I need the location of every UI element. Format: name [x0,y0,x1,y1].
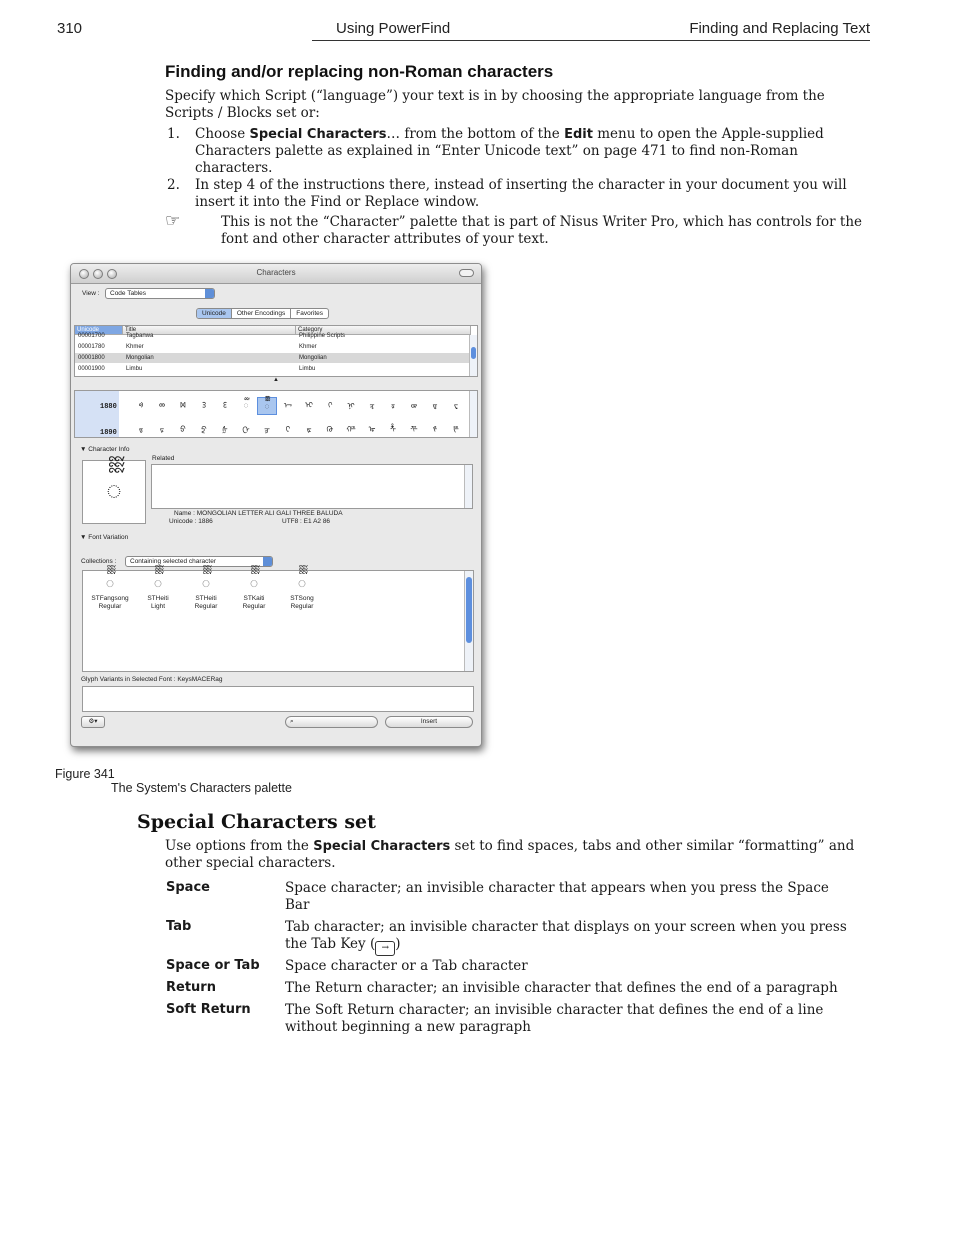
grid-character-cell[interactable]: ᢍ [410,401,418,410]
page-number: 310 [57,20,83,37]
table-row[interactable]: 00001900 Limbu Limbu [78,366,316,372]
grid-character-cell[interactable]: ᢏ [453,401,459,410]
character-info-label: Character Info [88,446,130,453]
def-space-or-tab: Space character or a Tab character [285,958,528,974]
grid-row-label-2: 1890 [100,429,117,437]
search-field[interactable] [285,716,378,728]
figure-number: Figure 341 [55,767,115,781]
collections-select[interactable] [125,556,273,567]
grid-character-cell[interactable]: ᢛ [368,425,376,434]
grid-character-cell[interactable]: ᢁ [158,401,166,410]
font-variation-label: Font Variation [88,534,129,541]
section2-intro-line-1: Use options from the Special Characters set to find spaces, tabs and other similar “formatting” and [165,838,855,854]
font-variant-item[interactable] [133,575,183,611]
step-1-line-3: characters. [195,160,273,176]
related-scrollbar[interactable] [464,465,472,508]
font-style: Light [150,603,166,610]
intro-line-1: Specify which Script (“language”) your text is in by choosing the appropriate language from the [165,88,825,104]
header-chapter: Using PowerFind [336,20,451,37]
tab-group [196,308,329,319]
grid-character-cell[interactable]: ᢅ [243,401,249,410]
character-grid [74,390,478,438]
font-style: Regular [290,603,314,610]
select-arrows-icon [205,289,214,298]
splitter-handle-icon[interactable]: ▲ [273,377,279,383]
step-2-number: 2. [167,177,180,193]
font-style: Regular [242,603,266,610]
collections-value: Containing selected character [130,558,216,565]
note-line-1: This is not the “Character” palette that is part of Nisus Writer Pro, which has controls for the [221,214,863,230]
step-1-line-2: Characters palette as explained in “Enter Unicode text” on page 471 to find non-Roman [195,143,798,159]
grid-character-cell[interactable]: ᢔ [222,425,228,434]
font-glyph-sample: ᢆ [153,576,163,592]
section-heading-non-roman: Finding and/or replacing non-Roman characters [165,62,554,81]
special-characters-set-term: Special Characters [313,839,451,854]
font-list-box [82,570,474,672]
grid-character-cell[interactable]: ᢀ [138,401,144,410]
font-variant-item[interactable] [229,575,279,611]
grid-character-cell[interactable]: ᢖ [264,425,270,434]
column-category[interactable]: Category [296,326,471,335]
column-title[interactable]: Title [123,326,296,335]
insert-button[interactable]: Insert [385,716,473,728]
tab-other-encodings[interactable]: Other Encodings [232,309,291,318]
palette-title: Characters [256,268,296,277]
font-variant-item[interactable] [181,575,231,611]
font-style: Regular [98,603,122,610]
font-glyph-sample: ᢆ [105,576,115,592]
term-return: Return [166,980,216,995]
scroll-knob[interactable] [471,347,476,359]
grid-character-cell[interactable]: ᢝ [410,425,418,434]
palette-titlebar [71,264,481,284]
def-tab-line-2: the Tab Key ( → ) [285,936,860,956]
grid-scrollbar[interactable] [469,391,477,438]
grid-character-cell[interactable]: ᢙ [326,425,334,434]
edit-menu-term: Edit [564,127,593,142]
grid-character-cell[interactable]: ᢉ [327,401,333,410]
def-space-line-2: Bar [285,897,310,913]
select-arrows-icon [263,557,272,566]
grid-character-cell[interactable]: ᢜ [389,425,397,434]
table-row[interactable]: 00001700 Tagbanwa Philippine Scripts [78,333,346,339]
grid-character-cell[interactable]: ᢊ [347,401,355,410]
special-characters-term: Special Characters [249,127,387,142]
note-line-2: font and other character attributes of your text. [221,231,549,247]
header-section: Finding and Replacing Text [689,20,870,37]
grid-character-cell[interactable]: ᢚ [346,425,356,434]
font-variant-item[interactable] [85,575,135,611]
grid-character-cell[interactable]: ᢈ [305,401,313,410]
table-scrollbar[interactable] [469,335,477,377]
grid-character-cell[interactable]: ᢒ [180,425,186,434]
tab-favorites[interactable]: Favorites [296,310,324,317]
grid-character-cell[interactable]: ᢓ [201,425,207,434]
font-name: STFangsong [91,595,129,602]
view-select-value: Code Tables [110,290,147,297]
grid-character-cell[interactable]: ᢌ [390,401,396,410]
collections-label: Collections : [81,558,117,565]
grid-character-cell[interactable]: ᢟ [453,425,459,434]
character-name-line: Name : MONGOLIAN LETTER ALI GALI THREE BALUDA [174,510,343,517]
step-1-line-1: Choose Special Characters… from the bottom of the Edit menu to open the Apple-supplied [195,126,824,142]
character-info-disclosure[interactable]: ▼ Character Info [80,446,130,453]
section2-intro-line-2: other special characters. [165,855,336,871]
code-table [74,325,478,377]
figure-caption: The System's Characters palette [111,781,292,795]
grid-character-cell[interactable]: ᢋ [369,401,375,410]
header-rule [312,40,870,41]
related-label: Related [152,455,175,462]
grid-character-cell[interactable]: ᢄ [223,401,227,410]
font-variation-disclosure[interactable]: ▼ Font Variation [80,534,129,541]
font-name: STKaiti [243,595,265,602]
search-icon: ⌕ [290,718,294,725]
table-row-selected[interactable]: 00001800 Mongolian Mongolian [75,353,471,363]
font-name: STHeiti [147,595,169,602]
font-style: Regular [194,603,218,610]
grid-character-cell[interactable]: ᢃ [202,401,206,410]
step-1-number: 1. [167,126,180,142]
table-row[interactable]: 00001780 Khmer Khmer [78,344,317,350]
font-name: STHeiti [195,595,217,602]
font-glyph-sample: ᢆ [249,576,259,592]
characters-palette-screenshot [70,263,482,747]
toolbar-toggle-icon[interactable] [459,269,474,277]
term-soft-return: Soft Return [166,1002,251,1017]
font-glyph-sample: ᢆ [297,576,307,592]
def-tab-line-1: Tab character; an invisible character that displays on your screen when you press [285,919,847,935]
selected-glyph-preview: ᢆ [82,460,146,524]
glyph-variants-label: Glyph Variants in Selected Font : KeysMACERag [81,676,223,683]
grid-character-cell[interactable]: ᢎ [432,401,438,410]
grid-character-cell[interactable]: ᢞ [432,425,438,434]
view-select[interactable] [105,288,215,299]
step-2-line-1: In step 4 of the instructions there, instead of inserting the character in your document you will [195,177,847,193]
view-label: View : [82,290,100,297]
font-list-scrollbar[interactable] [464,571,473,671]
term-space-or-tab: Space or Tab [166,958,260,973]
grid-character-cell[interactable]: ᢆ [257,397,277,415]
character-utf8-line: UTF8 : E1 A2 86 [282,518,331,525]
term-tab: Tab [166,919,192,934]
grid-character-cell[interactable]: ᢇ [283,401,293,410]
font-list-scroll-knob[interactable] [466,577,472,643]
section-heading-special-characters: Special Characters set [137,811,376,833]
grid-character-cell[interactable]: ᢗ [285,425,291,434]
grid-character-cell[interactable]: ᢂ [180,401,186,410]
grid-row-label: 1880 [100,403,117,411]
related-characters-box [151,464,473,509]
def-space-line-1: Space character; an invisible character that appears when you press the Space [285,880,829,896]
term-space: Space [166,880,210,895]
character-unicode-line: Unicode : 1886 [169,518,213,525]
grid-character-cell[interactable]: ᢕ [242,425,250,434]
grid-character-cell[interactable]: ᢑ [159,425,165,434]
font-name: STSong [290,595,314,602]
gear-menu-button[interactable]: ⚙▾ [81,716,105,728]
tab-key-icon: → [375,941,395,956]
def-return: The Return character; an invisible character that defines the end of a paragraph [285,980,838,996]
def-soft-return-line-1: The Soft Return character; an invisible character that defines the end of a line [285,1002,824,1018]
font-variant-item[interactable] [277,575,327,611]
glyph-variants-box [82,686,474,712]
grid-character-cell[interactable]: ᢘ [306,425,312,434]
font-glyph-sample: ᢆ [201,576,211,592]
step-2-line-2: insert it into the Find or Replace window. [195,194,480,210]
pointing-hand-icon: ☞ [165,211,181,231]
tab-unicode[interactable]: Unicode [197,309,232,318]
column-unicode[interactable]: Unicode [75,326,123,335]
grid-character-cell[interactable]: ᢐ [138,425,144,434]
intro-line-2: Scripts / Blocks set or: [165,105,320,121]
def-soft-return-line-2: without beginning a new paragraph [285,1019,531,1035]
